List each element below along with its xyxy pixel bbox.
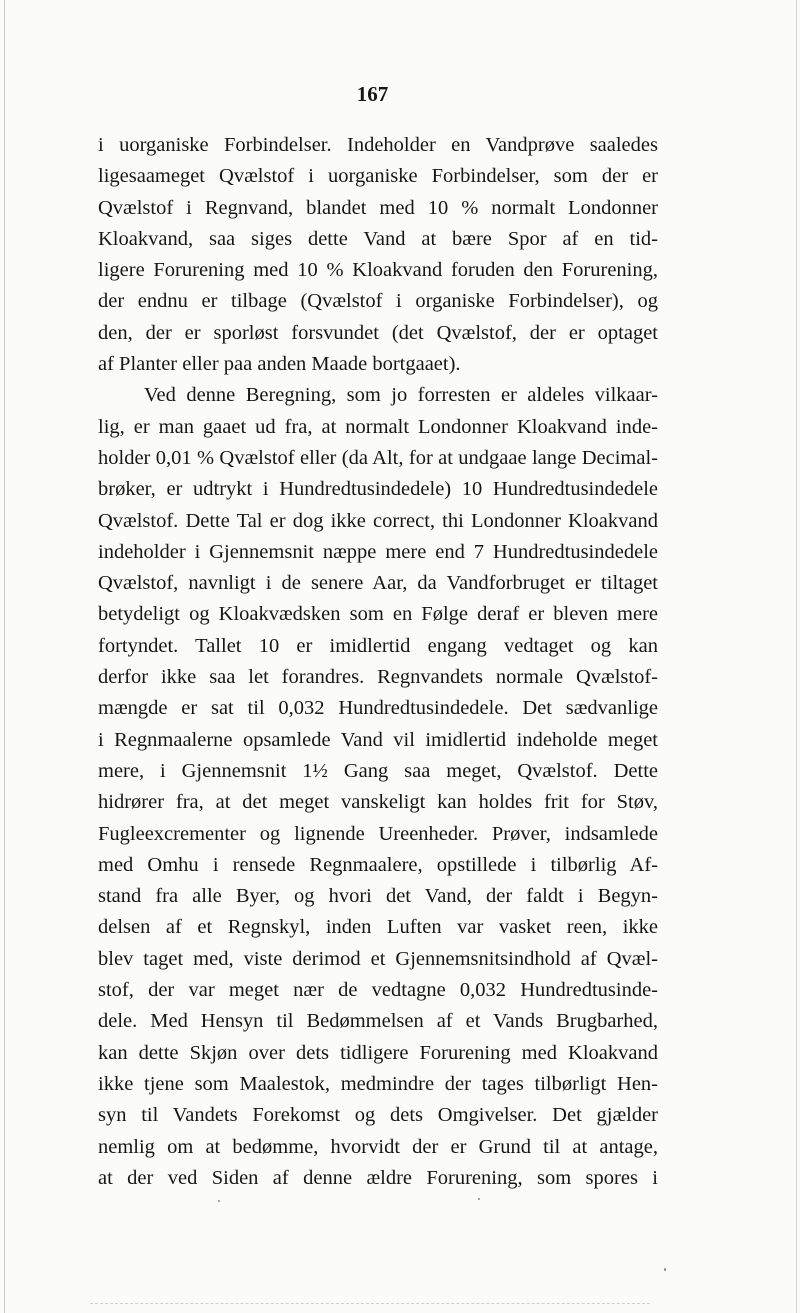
text-line: mere, i Gjennemsnit 1½ Gang saa meget, Qvælstof. Dette <box>98 759 658 782</box>
text-line: den, der er sporløst forsvundet (det Qvælstof, der er optaget <box>98 321 658 344</box>
text-line: i uorganiske Forbindelser. Indeholder en Vandprøve saaledes <box>98 134 658 156</box>
text-line: at der ved Siden af denne ældre Forurening, som spores i <box>98 1166 658 1189</box>
text-line: brøker, er udtrykt i Hundredtusindedele) 10 Hundredtusindedele <box>98 478 658 501</box>
text-line: fortyndet. Tallet 10 er imidlertid engang vedtaget og kan <box>98 634 658 657</box>
paper-speck <box>664 1268 666 1271</box>
text-line: med Omhu i rensede Regnmaalere, opstillede i tilbørlig Af- <box>98 853 658 876</box>
text-line: hidrører fra, at det meget vanskeligt kan holdes frit for Støv, <box>98 791 658 814</box>
text-line: delsen af et Regnskyl, inden Luften var vasket reen, ikke <box>98 916 658 939</box>
text-line: lig, er man gaaet ud fra, at normalt Londonner Kloakvand inde- <box>98 415 658 438</box>
paper-speck <box>478 1198 480 1200</box>
page-edge-right <box>796 0 797 1313</box>
text-line: betydeligt og Kloakvædsken som en Følge deraf er bleven mere <box>98 603 658 626</box>
text-line: der endnu er tilbage (Qvælstof i organiske Forbindelser), og <box>98 290 658 313</box>
text-line: i Regnmaalerne opsamlede Vand vil imidlertid indeholde meget <box>98 728 658 751</box>
page-edge-left <box>4 0 5 1313</box>
text-line: af Planter eller paa anden Maade bortgaaet). <box>98 353 461 376</box>
text-line: mængde er sat til 0,032 Hundredtusindedele. Det sædvanlige <box>98 697 658 720</box>
text-line: Qvælstof i Regnvand, blandet med 10 % normalt Londonner <box>98 196 658 219</box>
paragraph-start-line: Ved denne Beregning, som jo forresten er aldeles vilkaar- <box>144 384 658 407</box>
text-line: blev taget med, viste derimod et Gjennemsnitsindhold af Qvæl- <box>98 947 658 970</box>
text-line: holder 0,01 % Qvælstof eller (da Alt, for at undgaae lange Decimal- <box>98 446 658 469</box>
text-line: dele. Med Hensyn til Bedømmelsen af et Vands Brugbarhed, <box>98 1010 658 1033</box>
text-line: Kloakvand, saa siges dette Vand at bære Spor af en tid- <box>98 227 658 250</box>
text-line: ligesaameget Qvælstof i uorganiske Forbindelser, som der er <box>98 165 658 188</box>
text-line: derfor ikke saa let forandres. Regnvandets normale Qvælstof- <box>98 666 658 689</box>
text-line: stand fra alle Byer, og hvori det Vand, der faldt i Begyn- <box>98 885 658 908</box>
text-line: kan dette Skjøn over dets tidligere Forurening med Kloakvand <box>98 1041 658 1064</box>
text-line: Fugleexcrementer og lignende Ureenheder. Prøver, indsamlede <box>98 822 658 845</box>
text-line: ligere Forurening med 10 % Kloakvand foruden den Forurening, <box>98 259 658 282</box>
text-line: stof, der var meget nær de vedtagne 0,032 Hundredtusinde- <box>98 979 658 1002</box>
page-number: 167 <box>356 82 389 106</box>
text-line: ikke tjene som Maalestok, medmindre der tages tilbørligt Hen- <box>98 1072 658 1095</box>
text-line: nemlig om at bedømme, hvorvidt der er Grund til at antage, <box>98 1135 658 1158</box>
body-text <box>98 130 658 1194</box>
paper-speck <box>218 1200 220 1202</box>
text-line: Qvælstof, navnligt i de senere Aar, da Vandforbruget er tiltaget <box>98 572 658 595</box>
page-edge-bottom <box>90 1303 650 1305</box>
text-line: Qvælstof. Dette Tal er dog ikke correct, thi Londonner Kloakvand <box>98 509 658 532</box>
text-line: indeholder i Gjennemsnit næppe mere end 7 Hundredtusindedele <box>98 540 658 563</box>
text-line: syn til Vandets Forekomst og dets Omgivelser. Det gjælder <box>98 1104 658 1127</box>
